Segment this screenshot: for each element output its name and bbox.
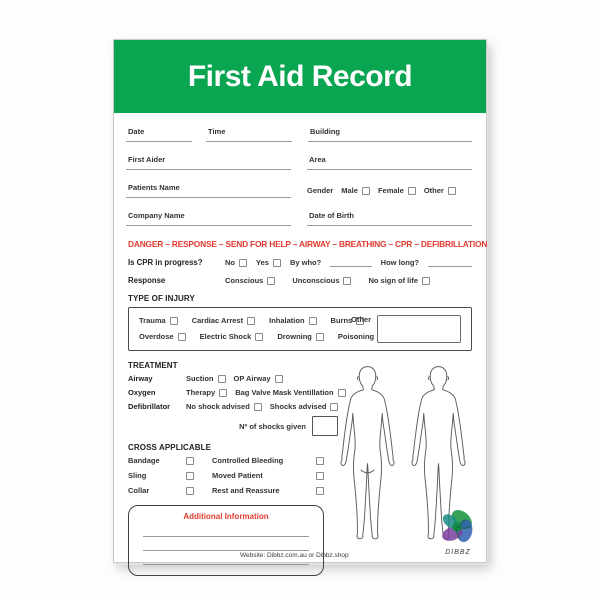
moved-patient-label: Moved Patient	[212, 471, 263, 480]
area-field[interactable]: Area	[307, 155, 472, 170]
checkbox-no-shock-advised[interactable]	[254, 403, 262, 411]
poisoning-label: Poisoning	[337, 332, 375, 341]
first-aider-field[interactable]: First Aider	[126, 155, 291, 170]
company-name-field[interactable]: Company Name	[126, 211, 291, 226]
row-patient-gender	[126, 183, 472, 198]
drowning-label: Drowning	[277, 332, 312, 341]
checkbox-therapy[interactable]	[219, 389, 227, 397]
form-title: First Aid Record	[187, 59, 413, 93]
how-long-write-line[interactable]	[428, 258, 472, 267]
suction-label: Suction	[186, 374, 214, 383]
oxygen-label: Oxygen	[128, 388, 156, 397]
checkbox-drowning[interactable]	[316, 333, 324, 341]
treatment-heading: TREATMENT	[128, 361, 178, 370]
cpr-in-progress-row	[128, 258, 472, 267]
cross-applicable-grid	[128, 456, 352, 495]
rest-and-reassure-label: Rest and Reassure	[212, 486, 280, 495]
no-shock-advised-label: No shock advised	[186, 402, 250, 411]
controlled-bleeding-label: Controlled Bleeding	[212, 456, 284, 465]
by-who-label: By who?	[289, 258, 322, 267]
checkbox-controlled-bleeding[interactable]	[316, 457, 324, 465]
checkbox-inhalation[interactable]	[309, 317, 317, 325]
cpr-question-label: Is CPR in progress?	[128, 258, 203, 267]
defibrillator-label: Defibrillator	[128, 402, 171, 411]
checkbox-unconscious[interactable]	[343, 277, 351, 285]
cross-applicable-heading: CROSS APPLICABLE	[128, 443, 212, 452]
bag-valve-mask-label: Bag Valve Mask Ventillation	[235, 388, 334, 397]
collar-label: Collar	[128, 486, 150, 495]
by-who-write-line[interactable]	[330, 258, 371, 267]
inhalation-label: Inhalation	[269, 316, 305, 325]
therapy-label: Therapy	[186, 388, 216, 397]
gender-female-label: Female	[377, 186, 404, 195]
first-aid-record-form	[113, 39, 487, 563]
additional-info-write-line[interactable]	[143, 523, 309, 537]
checkbox-rest-and-reassure[interactable]	[316, 487, 324, 495]
electric-shock-label: Electric Shock	[199, 332, 252, 341]
checkbox-collar[interactable]	[186, 487, 194, 495]
response-label: Response	[128, 276, 166, 285]
row-date-time-building	[126, 127, 472, 142]
checkbox-sling[interactable]	[186, 472, 194, 480]
checkbox-trauma[interactable]	[170, 317, 178, 325]
dibbz-logo-icon	[439, 508, 477, 546]
checkbox-cardiac-arrest[interactable]	[247, 317, 255, 325]
cpr-no-label: No	[225, 258, 235, 267]
overdose-label: Overdose	[139, 332, 174, 341]
checkbox-electric-shock[interactable]	[255, 333, 263, 341]
airway-label: Airway	[128, 374, 153, 383]
body-outline-back-view	[341, 367, 394, 539]
bandage-label: Bandage	[128, 456, 160, 465]
checkbox-conscious[interactable]	[267, 277, 275, 285]
no-sign-of-life-label: No sign of life	[368, 276, 419, 285]
gender-group	[307, 183, 472, 198]
dibbz-logo	[438, 508, 478, 556]
checkbox-bandage[interactable]	[186, 457, 194, 465]
additional-information-box[interactable]	[128, 505, 324, 576]
how-long-label: How long?	[380, 258, 419, 267]
burns-label: Burns	[330, 316, 353, 325]
checkbox-moved-patient[interactable]	[316, 472, 324, 480]
shocks-given-label: Nº of shocks given	[239, 421, 306, 431]
cardiac-arrest-label: Cardiac Arrest	[191, 316, 244, 325]
trauma-label: Trauma	[139, 316, 166, 325]
additional-information-heading: Additional Information	[183, 512, 269, 521]
op-airway-label: OP Airway	[233, 374, 271, 383]
cpr-yes-label: Yes	[256, 258, 269, 267]
checkbox-male[interactable]	[362, 187, 370, 195]
response-row	[128, 276, 472, 285]
checkbox-cpr-yes[interactable]	[273, 259, 281, 267]
checkbox-overdose[interactable]	[178, 333, 186, 341]
checkbox-cpr-no[interactable]	[239, 259, 247, 267]
checkbox-suction[interactable]	[218, 375, 226, 383]
conscious-label: Conscious	[225, 276, 264, 285]
gender-male-label: Male	[341, 186, 358, 195]
website-footer-text: Website: Dibbz.com.au or Dibbz.shop	[240, 552, 349, 559]
date-field[interactable]: Date	[126, 127, 192, 142]
sling-label: Sling	[128, 471, 147, 480]
checkbox-gender-other[interactable]	[448, 187, 456, 195]
checkbox-female[interactable]	[408, 187, 416, 195]
gender-label: Gender	[307, 186, 334, 195]
checkbox-no-sign-of-life[interactable]	[422, 277, 430, 285]
patients-name-field[interactable]: Patients Name	[126, 183, 291, 198]
gender-other-label: Other	[423, 186, 444, 195]
other-injury-label: Other	[350, 315, 371, 324]
drsabcd-action-plan-line: DANGER – RESPONSE – SEND FOR HELP – AIRWAY – BREATHING – CPR – DEFIBRILLATION	[128, 239, 488, 249]
form-header-banner	[114, 40, 486, 113]
checkbox-op-airway[interactable]	[275, 375, 283, 383]
dibbz-logo-text: DIBBZ	[445, 549, 471, 556]
date-of-birth-field[interactable]: Date of Birth	[307, 211, 472, 226]
row-firstaider-area	[126, 155, 472, 170]
other-injury-write-box[interactable]	[377, 315, 461, 343]
row-company-dob	[126, 211, 472, 226]
form-body	[114, 113, 486, 562]
time-field[interactable]: Time	[206, 127, 292, 142]
type-of-injury-heading: TYPE OF INJURY	[128, 294, 195, 303]
additional-info-write-line[interactable]	[143, 537, 309, 551]
building-field[interactable]: Building	[308, 127, 472, 142]
shocks-advised-label: Shocks advised	[269, 402, 327, 411]
unconscious-label: Unconscious	[292, 276, 340, 285]
